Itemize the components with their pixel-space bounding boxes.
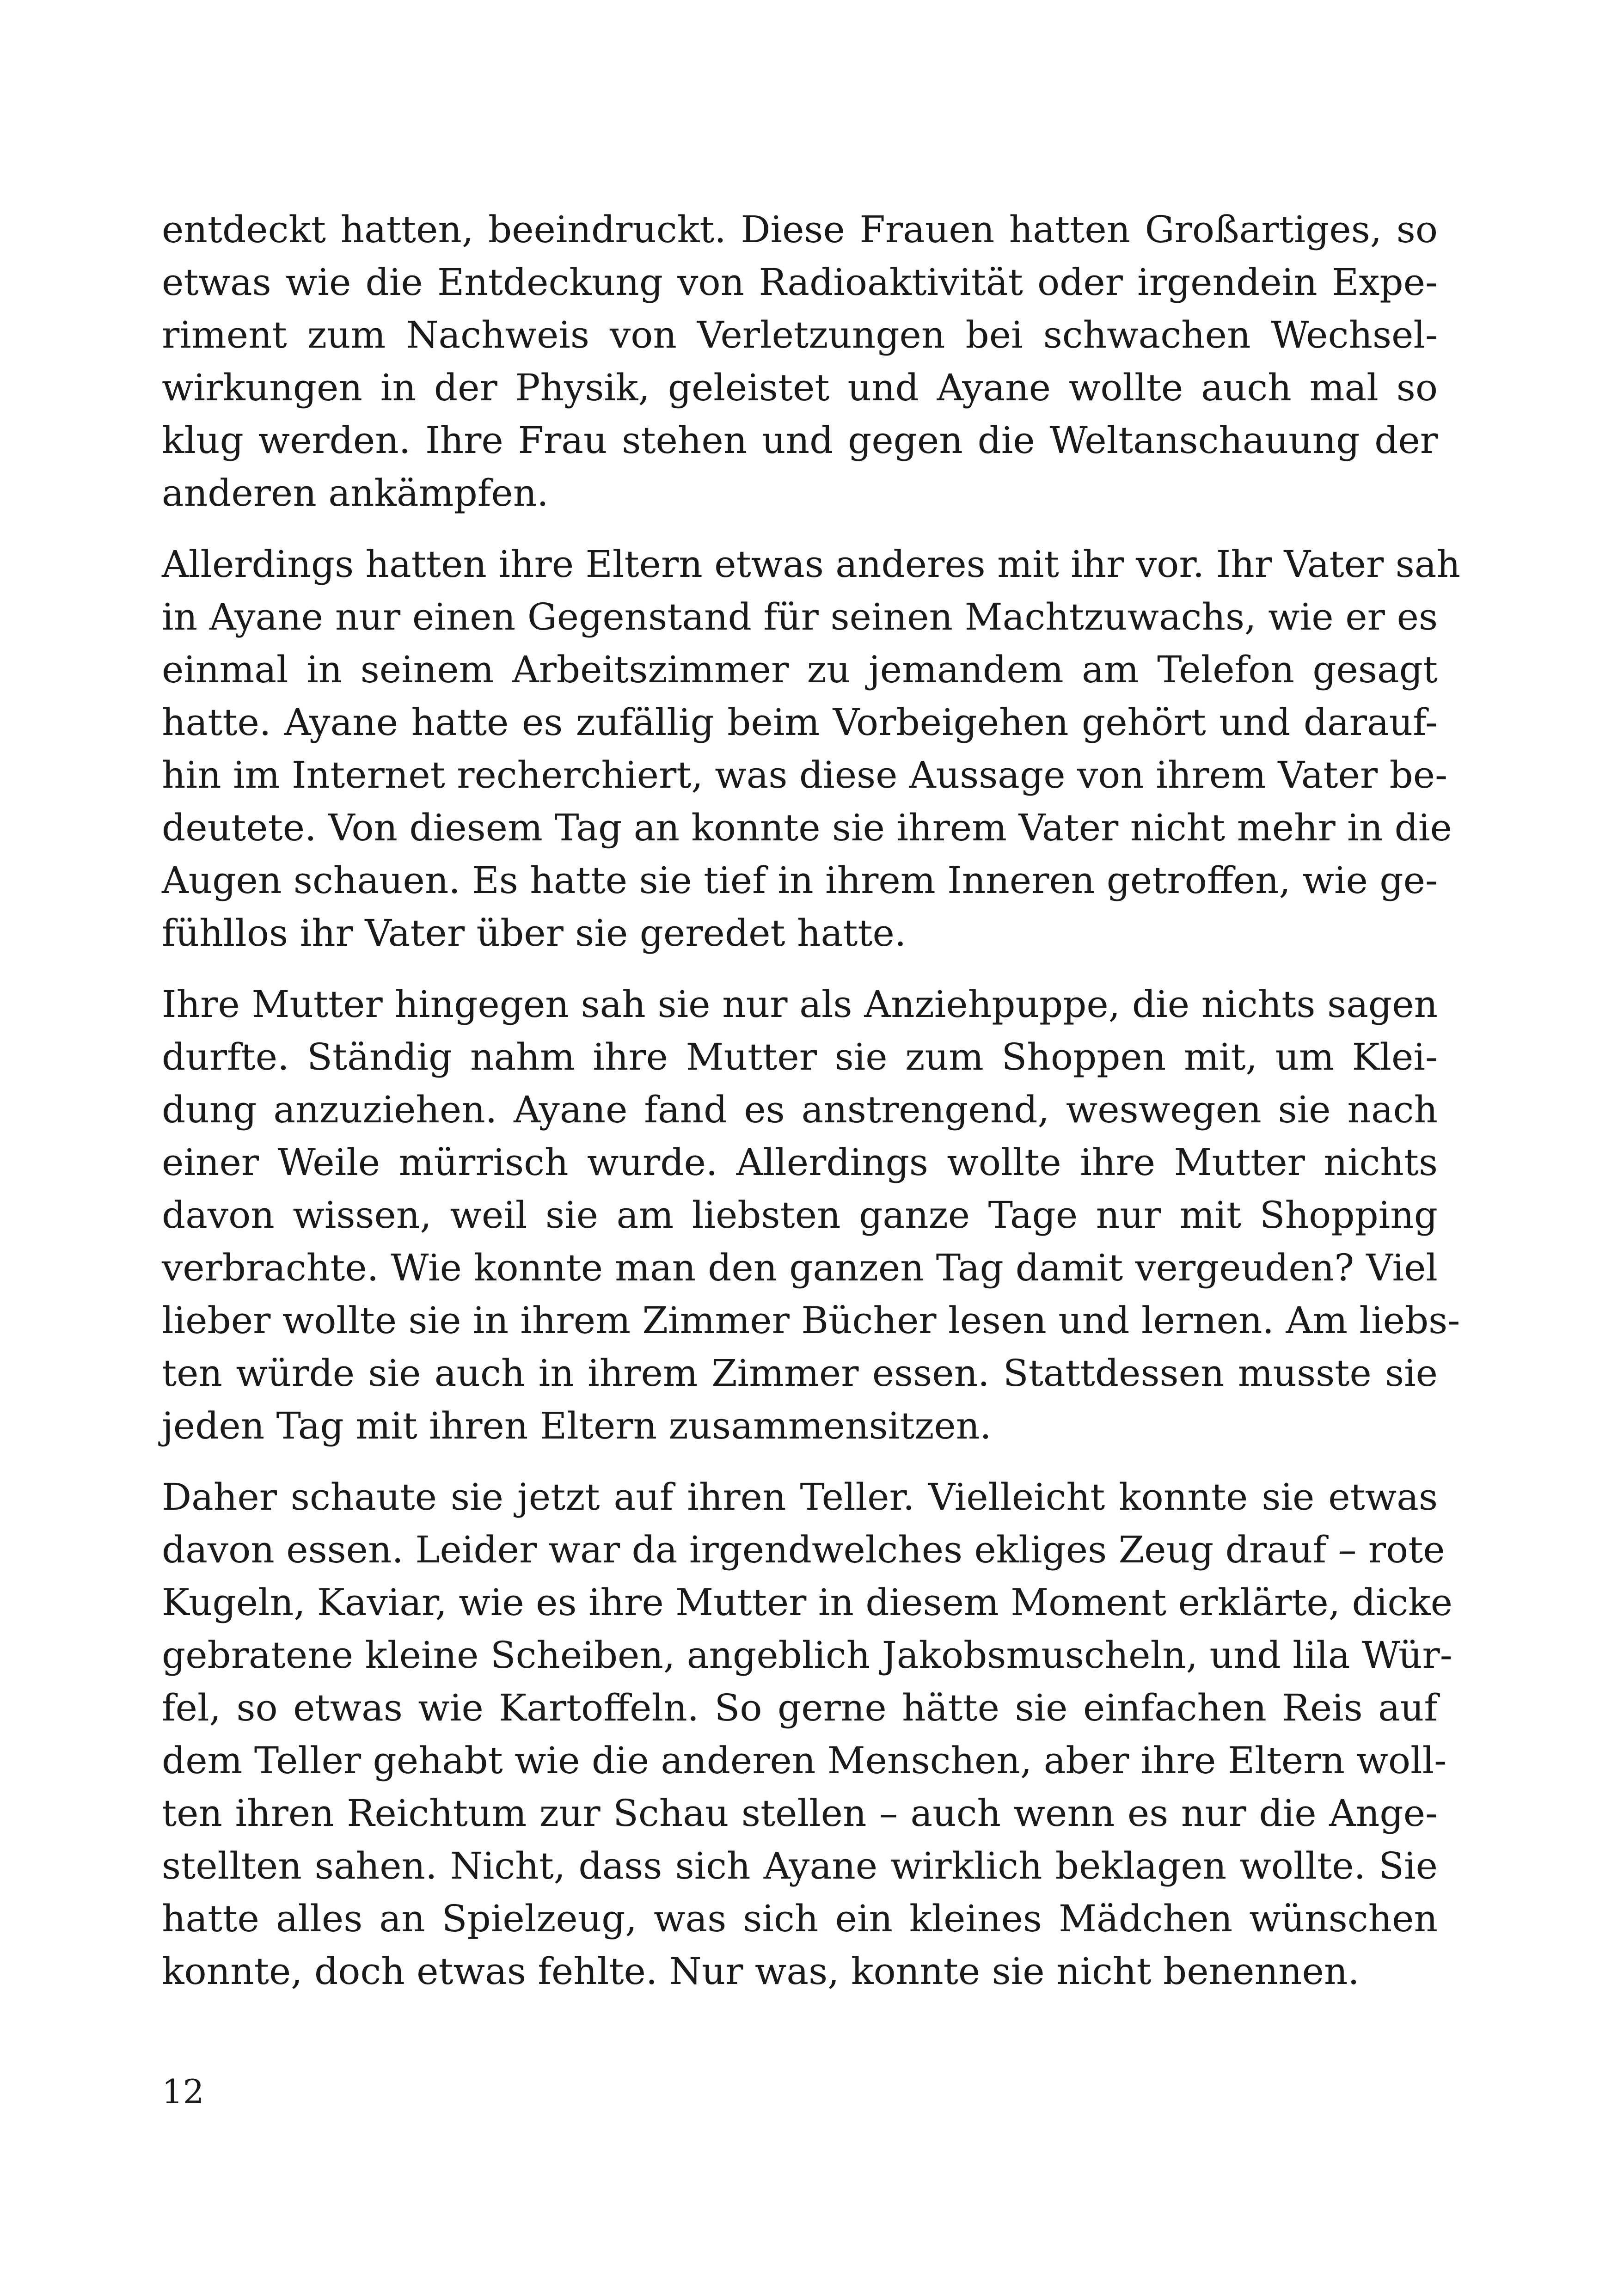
body-text bbox=[162, 203, 1460, 2016]
text-line: einmal in seinem Arbeitszimmer zu jemandem am Telefon gesagt bbox=[162, 648, 1438, 691]
text-line: davon essen. Leider war da irgendwelches ekliges Zeug drauf – rote bbox=[162, 1528, 1445, 1571]
text-line: in Ayane nur einen Gegenstand für seinen Machtzuwachs, wie er es bbox=[162, 595, 1438, 638]
text-line: anderen ankämpfen. bbox=[162, 471, 549, 514]
text-line: Kugeln, Kaviar, wie es ihre Mutter in diesem Moment erklärte, dicke bbox=[162, 1581, 1453, 1624]
text-line: verbrachte. Wie konnte man den ganzen Tag damit vergeuden? Viel bbox=[162, 1246, 1438, 1289]
text-line: deutete. Von diesem Tag an konnte sie ihrem Vater nicht mehr in die bbox=[162, 806, 1452, 849]
text-line: jeden Tag mit ihren Eltern zusammensitzen. bbox=[162, 1404, 992, 1447]
text-line: ten ihren Reichtum zur Schau stellen – auch wenn es nur die Ange- bbox=[162, 1792, 1438, 1835]
page-number: 12 bbox=[162, 2072, 204, 2111]
paragraph bbox=[162, 203, 1438, 520]
paragraph bbox=[162, 978, 1460, 1452]
text-line: fühllos ihr Vater über sie geredet hatte. bbox=[162, 912, 907, 955]
text-line: hin im Internet recherchiert, was diese Aussage von ihrem Vater be- bbox=[162, 753, 1448, 796]
text-line: stellten sahen. Nicht, dass sich Ayane wirklich beklagen wollte. Sie bbox=[162, 1844, 1438, 1887]
text-line: wirkungen in der Physik, geleistet und Ayane wollte auch mal so bbox=[162, 366, 1438, 409]
text-line: hatte alles an Spielzeug, was sich ein kleines Mädchen wünschen bbox=[162, 1897, 1438, 1940]
text-line: Daher schaute sie jetzt auf ihren Teller. Vielleicht konnte sie etwas bbox=[162, 1476, 1438, 1518]
text-line: entdeckt hatten, beeindruckt. Diese Frauen hatten Großartiges, so bbox=[162, 208, 1438, 251]
text-line: Augen schauen. Es hatte sie tief in ihrem Inneren getroffen, wie ge- bbox=[162, 859, 1438, 902]
text-line: Ihre Mutter hingegen sah sie nur als Anziehpuppe, die nichts sagen bbox=[162, 983, 1438, 1026]
text-line: hatte. Ayane hatte es zufällig beim Vorbeigehen gehört und darauf- bbox=[162, 701, 1438, 744]
text-line: riment zum Nachweis von Verletzungen bei schwachen Wechsel- bbox=[162, 313, 1438, 356]
text-line: Allerdings hatten ihre Eltern etwas anderes mit ihr vor. Ihr Vater sah bbox=[162, 543, 1460, 586]
text-line: durfte. Ständig nahm ihre Mutter sie zum Shoppen mit, um Klei- bbox=[162, 1035, 1438, 1078]
paragraph bbox=[162, 538, 1460, 960]
text-line: ten würde sie auch in ihrem Zimmer essen. Stattdessen musste sie bbox=[162, 1352, 1438, 1395]
text-line: konnte, doch etwas fehlte. Nur was, konnte sie nicht benennen. bbox=[162, 1950, 1360, 1993]
text-line: dem Teller gehabt wie die anderen Menschen, aber ihre Eltern woll- bbox=[162, 1739, 1447, 1782]
text-line: dung anzuziehen. Ayane fand es anstrengend, weswegen sie nach bbox=[162, 1088, 1438, 1131]
paragraph bbox=[162, 1471, 1453, 1998]
text-line: klug werden. Ihre Frau stehen und gegen die Weltanschauung der bbox=[162, 419, 1438, 462]
text-line: fel, so etwas wie Kartoffeln. So gerne hätte sie einfachen Reis auf bbox=[162, 1686, 1438, 1729]
text-line: gebratene kleine Scheiben, angeblich Jakobsmuscheln, und lila Wür- bbox=[162, 1634, 1453, 1677]
text-line: etwas wie die Entdeckung von Radioaktivität oder irgendein Expe- bbox=[162, 261, 1438, 304]
text-line: einer Weile mürrisch wurde. Allerdings wollte ihre Mutter nichts bbox=[162, 1141, 1438, 1184]
text-line: davon wissen, weil sie am liebsten ganze Tage nur mit Shopping bbox=[162, 1194, 1438, 1237]
text-line: lieber wollte sie in ihrem Zimmer Bücher lesen und lernen. Am liebs- bbox=[162, 1299, 1460, 1342]
